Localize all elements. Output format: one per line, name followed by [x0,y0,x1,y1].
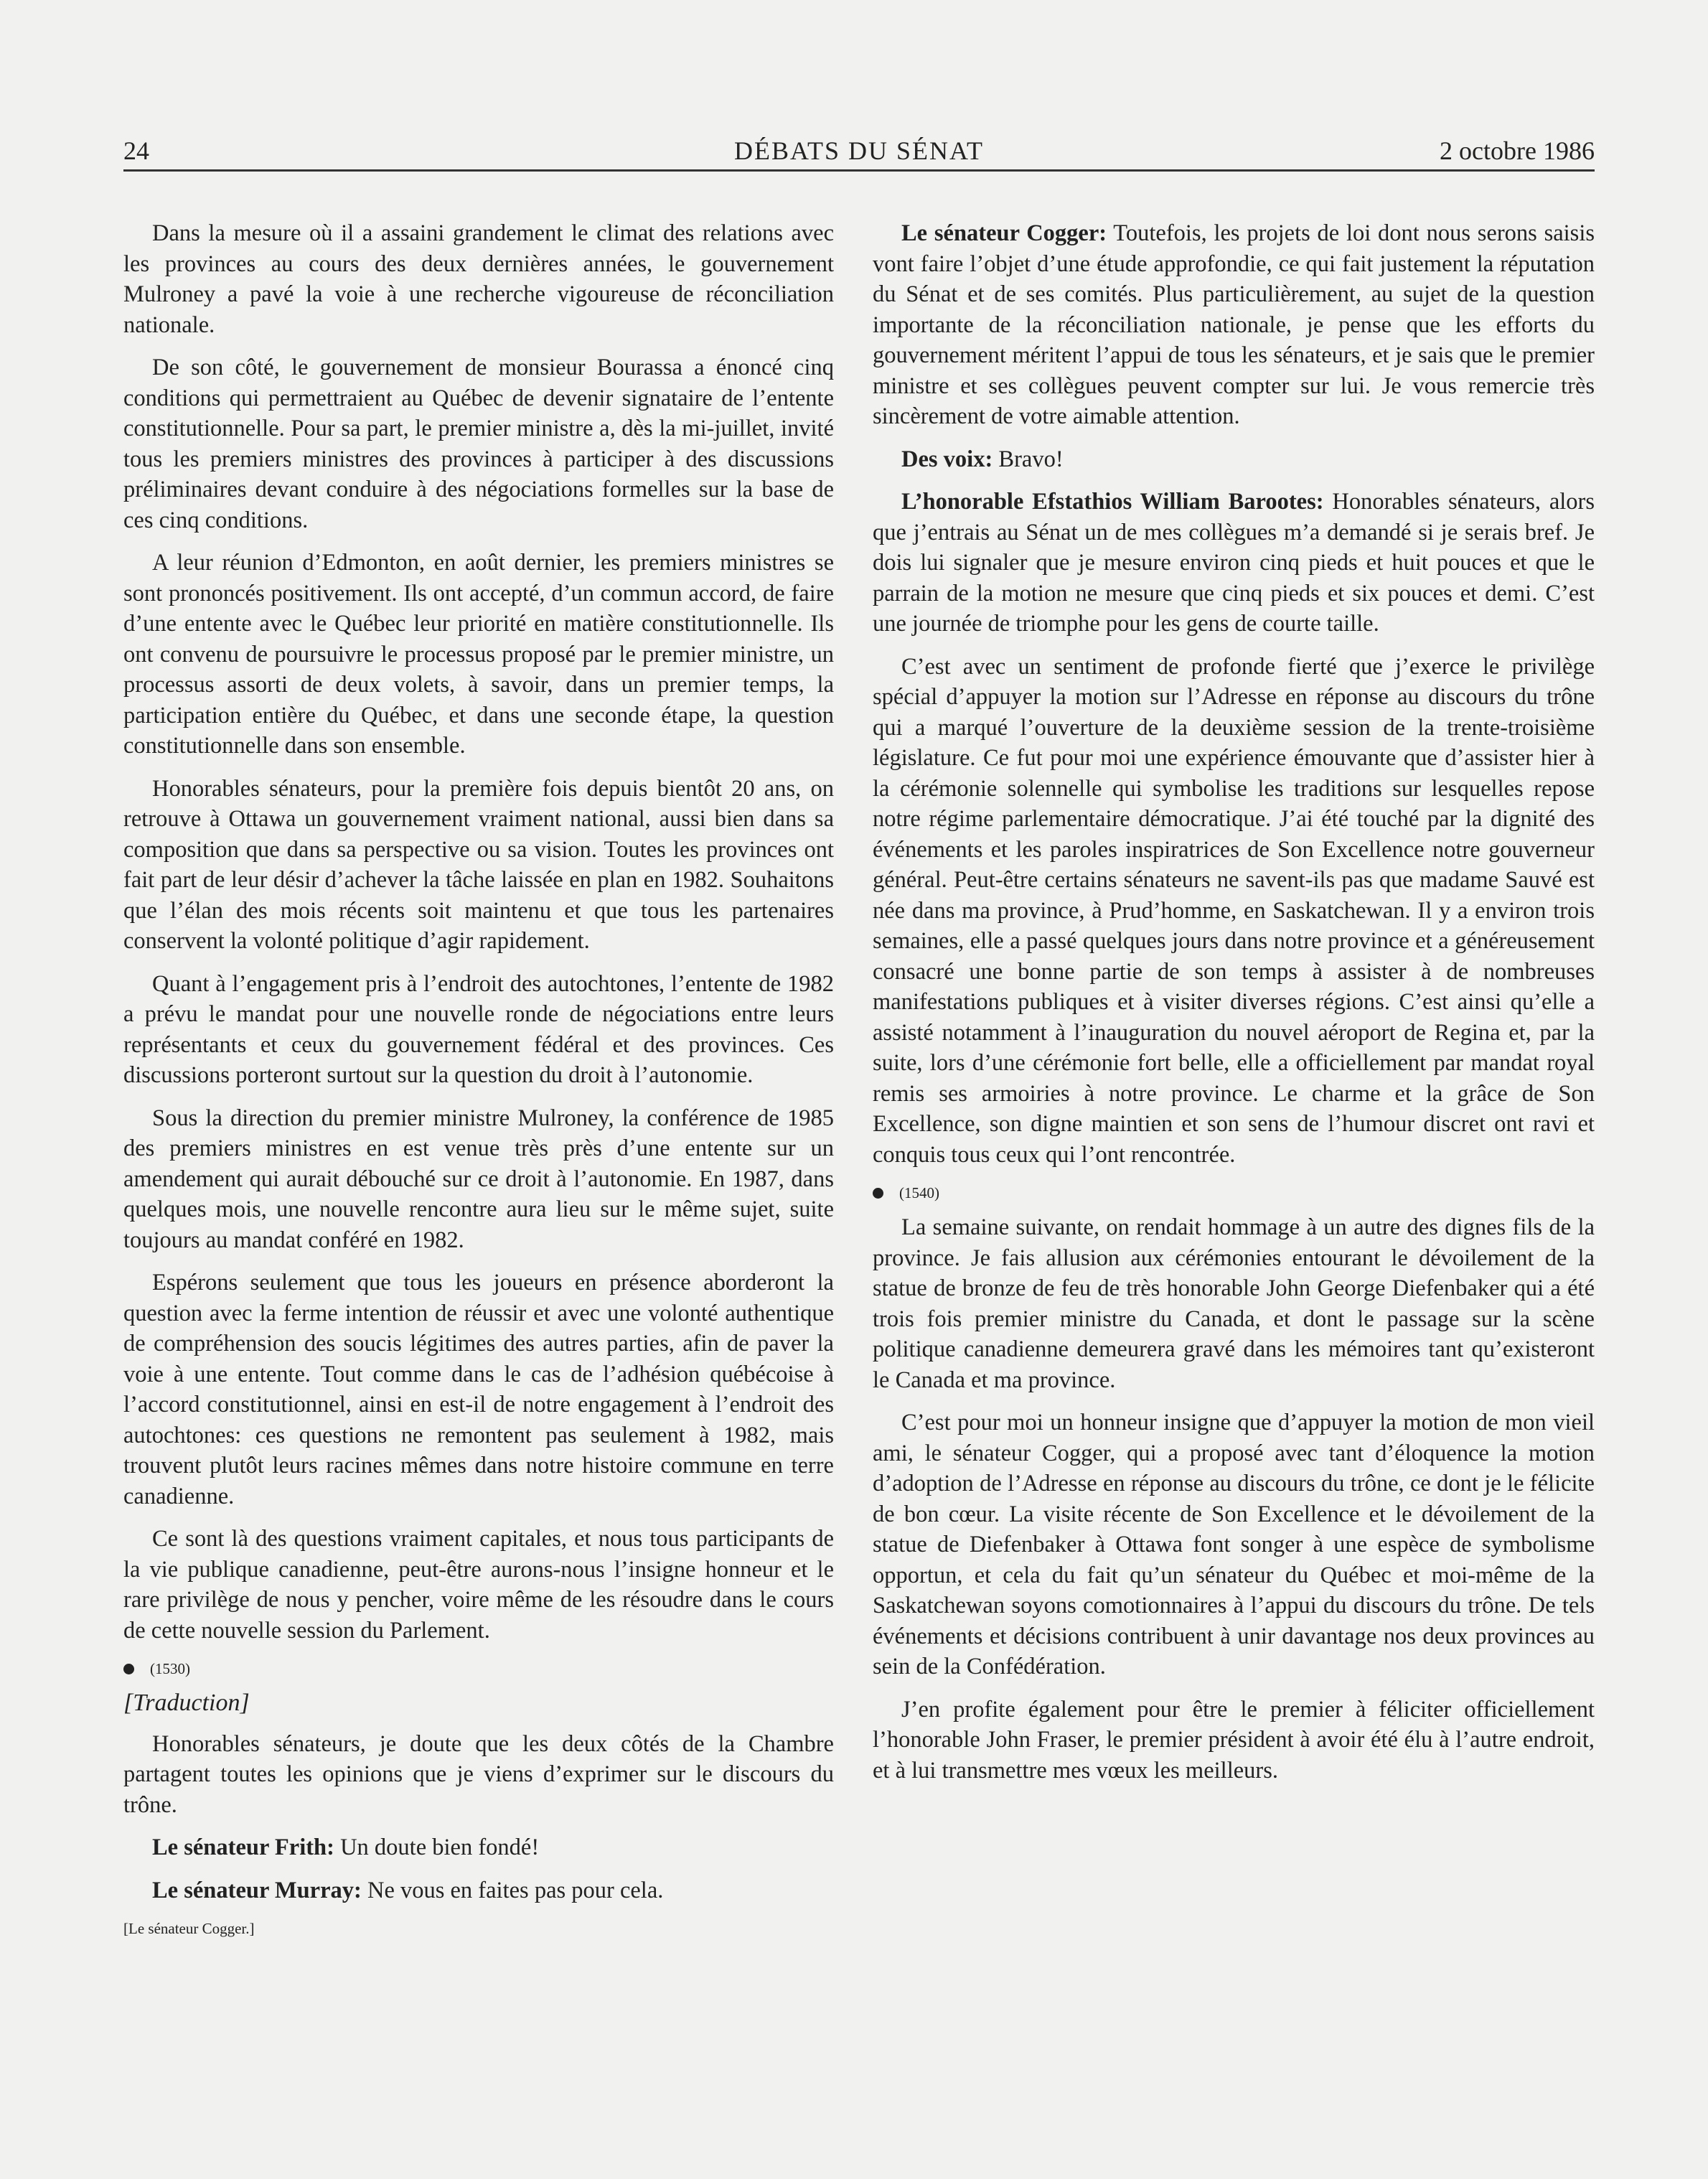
paragraph: Espérons seulement que tous les joueurs en présence aborderont la question avec la ferme intention de réussir et avec une volonté authentique de compréhension des soucis légitimes des autres parties, afin de paver la voie à une entente. Tout comme dans le cas de l’adhésion québécoise à l’accord constitutionnel, ainsi en est-il de notre engagement à l’endroit des autochtones: ces questions ne remontent pas seulement à 1982, mais trouvent plutôt leurs racines mêmes dans notre histoire commune en terre canadienne. [123,1270,834,1509]
publication-date: 2 octobre 1986 [1440,136,1595,165]
speech-text: Un doute bien fondé! [340,1834,540,1860]
speaker-name: Le sénateur Murray: [152,1877,362,1903]
bullet-icon [123,1664,134,1674]
paragraph: Dans la mesure où il a assaini grandement le climat des relations avec les provinces au cours des deux dernières années, le gouvernement Mulroney a pavé la voie à une recherche vigoureuse de réconciliation nationale. [123,220,834,338]
paragraph: C’est avec un sentiment de profonde fierté que j’exerce le privilège spécial d’appuyer la motion sur l’Adresse en réponse au discours du trône qui a marqué l’ouverture de la deuxième session de la trente-troisième législature. Ce fut pour moi une expérience émouvante que d’assister hier à la cérémonie solennelle qui symbolise les traditions sur lesquelles repose notre régime parlementaire démocratique. J’ai été touché par la dignité des événements et les paroles inspiratrices de Son Excellence notre gouverneur général. Peut-être certains sénateurs ne savent-ils pas que madame Sauvé est née dans ma province, à Prud’homme, en Saskatchewan. Il y a environ trois semaines, elle a passé quelques jours dans notre province et a généreusement consacré une bonne partie de son temps à assister à de nombreuses manifestations publiques et à visiter diverses régions. C’est ainsi qu’elle a assisté notamment à l’inauguration du nouvel aéroport de Regina et, par la suite, lors d’une cérémonie fort belle, elle a officiellement par mandat royal remis ses armoiries à notre province. Le charme et la grâce de Son Excellence, son digne maintien et son sens de l’humour discret ont ravi et conquis tous ceux qui l’ont rencontrée. [873,653,1595,1168]
speaker-name: L’honorable Efstathios William Barootes: [901,489,1324,515]
bullet-icon [873,1188,883,1199]
speech-murray [123,1875,834,1906]
speech-text: Ne vous en faites pas pour cela. [367,1877,664,1903]
speech-voix [873,444,1595,475]
speech-text: Toutefois, les projets de loi dont nous serons saisis vont faire l’objet d’une étude approfondie, ce qui fait justement la réputation du Sénat et de ses comités. Plus particulièrement, au sujet de la question importante de la réconciliation nationale, je pense que les efforts du gouvernement méritent l’appui de tous les sénateurs, et je sais que le premier ministre et ses collègues peuvent compter sur lui. Je vous remercie très sincèrement de votre aimable attention. [873,220,1595,429]
translation-label: [Traduction] [123,1690,250,1716]
time-marker [123,1658,834,1679]
page-number: 24 [123,136,149,165]
speech-text: Honorables sénateurs, alors que j’entrais au Sénat un de mes collègues m’a demandé si je serais bref. Je dois lui signaler que je mesure environ cinq pieds et huit pouces et que le parrain de la motion ne mesure que cinq pieds et six pouces et demi. C’est une journée de triomphe pour les gens de courte taille. [873,489,1595,637]
right-column [873,218,1595,1798]
publication-title: DÉBATS DU SÉNAT [733,136,985,165]
speaker-name: Le sénateur Frith: [152,1834,334,1860]
paragraph: Honorables sénateurs, je doute que les deux côtés de la Chambre partagent toutes les opinions que je viens d’exprimer sur le discours du trône. [123,1730,834,1818]
paragraph: De son côté, le gouvernement de monsieur Bourassa a énoncé cinq conditions qui permettraient au Québec de devenir signataire de l’entente constitutionnelle. Pour sa part, le premier ministre a, dès la mi-juillet, invité tous les premiers ministres des provinces à participer à des discussions préliminaires devant conduire à des négociations formelles sur la base de ces cinq conditions. [123,355,834,533]
left-column [123,218,834,1939]
paragraph: J’en profite également pour être le premier à féliciter officiellement l’honorable John Fraser, le premier président à avoir été élu à l’autre endroit, et à lui transmettre mes vœux les meilleurs. [873,1696,1595,1784]
paragraph: C’est pour moi un honneur insigne que d’appuyer la motion de mon vieil ami, le sénateur Cogger, qui a proposé avec tant d’éloquence la motion d’adoption de l’Adresse en réponse au discours du trône, ce dont je le félicite de bon cœur. La visite récente de Son Excellence et le dévoilement de la statue de Diefenbaker à Ottawa font songer à une espèce de symbolisme opportun, et cela du fait qu’un sénateur du Québec et moi-même de la Saskatchewan soyons comotionnaires à l’appui du discours du trône. De tels événements et décisions contribuent à unir davantage nos deux provinces au sein de la Confédération. [873,1410,1595,1679]
paragraph: La semaine suivante, on rendait hommage à un autre des dignes fils de la province. Je fais allusion aux cérémonies entourant le dévoilement de la statue de bronze de feu de très honorable John George Diefenbaker qui a été trois fois premier ministre du Canada, et dont le passage sur la scène politique canadienne demeurera gravé dans les mémoires tant qu’existeront le Canada et ma province. [873,1214,1595,1393]
paragraph: Ce sont là des questions vraiment capitales, et nous tous participants de la vie publique canadienne, peut-être aurons-nous l’insigne honneur et le rare privilège de nous y pencher, voire même de les résoudre dans le cours de cette nouvelle session du Parlement. [123,1526,834,1644]
speech-cogger [873,218,1595,432]
paragraph: Quant à l’engagement pris à l’endroit des autochtones, l’entente de 1982 a prévu le mandat pour une nouvelle ronde de négociations entre leurs représentants et ceux du gouvernement fédéral et des provinces. Ces discussions porteront surtout sur la question du droit à l’autonomie. [123,970,834,1088]
speaker-name: Des voix: [901,446,993,472]
paragraph: Honorables sénateurs, pour la première fois depuis bientôt 20 ans, on retrouve à Ottawa un gouvernement vraiment national, aussi bien dans sa composition que dans sa perspective ou sa vision. Toutes les provinces ont fait part de leur désir d’achever la tâche laissée en plan en 1982. Souhaitons que l’élan des mois récents soit maintenu et que tous les partenaires conservent la volonté politique d’agir rapidement. [123,775,834,954]
speech-frith [123,1832,834,1863]
time-marker [873,1182,1595,1204]
speech-text: Bravo! [998,446,1064,472]
paragraph: A leur réunion d’Edmonton, en août dernier, les premiers ministres se sont prononcés positivement. Ils ont accepté, d’un commun accord, de faire d’une entente avec le Québec leur priorité en matière constitutionnelle. Ils ont convenu de poursuivre le processus proposé par le premier ministre, un processus assorti de deux volets, à savoir, dans un premier temps, la participation entière du Québec, et dans une seconde étape, la question constitutionnelle dans son ensemble. [123,550,834,759]
page-header [123,132,1595,172]
time-marker-label: (1530) [150,1660,190,1677]
time-marker-label: (1540) [899,1184,939,1201]
speech-barootes [873,487,1595,639]
page-footer-note: [Le sénateur Cogger.] [123,1920,255,1937]
paragraph: Sous la direction du premier ministre Mulroney, la conférence de 1985 des premiers ministres en est venue très près d’une entente sur un amendement qui aurait débouché sur ce droit à l’autonomie. En 1987, dans quelques mois, une nouvelle rencontre aura lieu sur le même sujet, suite toujours au mandat conféré en 1982. [123,1105,834,1253]
speaker-name: Le sénateur Cogger: [901,220,1107,246]
